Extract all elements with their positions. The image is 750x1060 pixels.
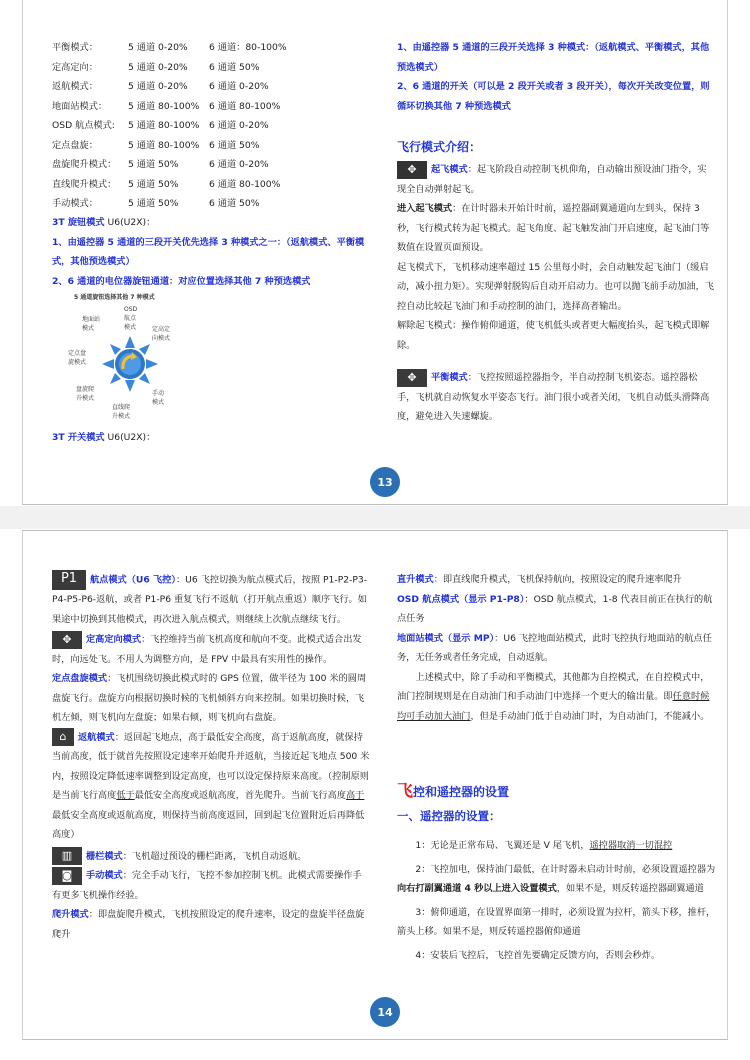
rc-settings: 1：无论是正常布局、飞翼还是 V 尾飞机，遥控器取消一切混控 2：飞控加电，保持油门最低，在计时器未启动计时前，必须设置遥控器为向右打副翼通道 4 秒以上进入设置模式，如果不是，则反转遥控器副翼通道 3：俯仰通道，在设置界面第一排时，必须设置为拉杆，箭头下移，推杆，箭头上移。如果不是，则反转遥控器俯仰通道 4：安装后飞控后，飞控首先要确定反馈方向，否则会秒炸。 xyxy=(397,840,716,961)
page-number-14: 14 xyxy=(370,997,400,1027)
takeoff-section: ✥ 起飞模式：起飞阶段自动控制飞机仰角，自动输出预设油门指令，实现全自动弹射起飞。 进入起飞模式：在计时器未开始计时前，遥控器副翼通道向左到头，保持 3 秒，飞行模式转为起飞模式。起飞角度、起飞触发油门开启速度，起飞油门等数值在设置页面预设。 起飞模式下，飞机移动速率超过 15 公里每小时，会自动触发起飞油门（缓启动，减小扭力矩）。实现弹射脱钩后自动开启动力。也可以抛飞前手动加油，飞控自动比较起飞油门和手动控制的油门，选择高者输出。 解除起飞模式：操作俯仰通道，使飞机低头或者更大幅度抬头，起飞模式即解除。 xyxy=(397,162,714,351)
mode-name: 返航模式： xyxy=(52,81,98,92)
mode-ch5: 5 通道 80-100% xyxy=(128,139,200,151)
knob-sun-icon xyxy=(102,336,158,392)
mode-name: OSD 航点模式: xyxy=(52,120,115,131)
mode-ch6: 6 通道 50% xyxy=(209,198,260,209)
mode-ch5: 5 通道 50% xyxy=(128,159,179,170)
balance-section: ✥ 平衡模式：飞控按照遥控器指令，半自动控制飞机姿态。遥控器松手，飞机就自动恢复水平姿态飞行。油门很小或者关闭，飞机自动低头滑降高度，避免进入失速螺旋。 xyxy=(397,370,710,422)
mode-row xyxy=(52,175,370,195)
fence-icon: ▥ xyxy=(52,847,82,865)
knob-line-2: 2、6 通道的电位器旋钮通道：对应位置选择其他 7 种预选模式 xyxy=(52,275,311,287)
takeoff-icon: ✥ xyxy=(397,161,427,179)
mode-row xyxy=(52,194,370,214)
switch-rules xyxy=(397,38,715,116)
mode-ch6: 6 通道 0-20% xyxy=(209,159,269,170)
mode-name: 平衡模式： xyxy=(52,42,98,53)
mode-name: 定点盘旋： xyxy=(52,139,98,151)
diagram-line: 直线爬 升模式 xyxy=(112,404,131,420)
mode-row xyxy=(52,38,370,58)
balance-icon: ✥ xyxy=(397,369,427,387)
knob-mode-section: 3T 旋钮模式 U6(U2X)： 1、由遥控器 5 通道的三段开关优先选择 3 种模式之一：（返航模式、平衡模式，其他预选模式） 2、6 通道的电位器旋钮通道：对应位置选择其他 7 种预选模式 xyxy=(52,213,370,291)
mode-ch5: 5 通道 80-100% xyxy=(128,100,200,112)
mode-ch6: 6 通道：80-100% xyxy=(209,42,287,53)
mode-ch5: 5 通道 80-100% xyxy=(128,120,200,131)
mode-ch5: 5 通道 0-20% xyxy=(128,42,188,53)
mode-row xyxy=(52,116,370,136)
modes-left-column: P1 航点模式（U6 飞控）：U6 飞控切换为航点模式后，按照 P1-P2-P3-P4-P5-P6-返航，或者 P1-P6 重复飞行不返航（打开航点重返）顺序飞行。如果途中切换到其他模式，再次进入航点模式，则继续上次航点继续飞行。 ✥ 定高定向模式：飞控维持当前飞机高度和航向不变。此模式适合出发时，向远处飞。不用人为调整方向，是 FPV 中最具有实用性的操作。 定点盘旋模式：飞机围绕切换此模式时的 GPS 位置，做半径为 100 米的圆周盘旋飞行。盘旋方向根据切换时候的飞机倾斜方向来控制。如果切换时候，飞机左倾，则飞机向左盘旋；如果右倾，则飞机向右盘旋。 ⌂ 返航模式：返回起飞地点，高于最低安全高度，高于返航高度，就保持当前高度，低于就首先按照设定速率开始爬升并返航，当接近起飞地点 500 米内，按照设定降低速率调整到设定高度，也可以设定保持原来高度。（控制原则是当前飞行高度低于最低安全高度或返航高度，首先爬升。当前飞行高度高于最低安全高度或返航高度，则保持当前高度返回，回到起飞位置附近后再降低高度） ▥ 栅栏模式：飞机超过预设的栅栏距离，飞机自动返航。 ◙ 手动模式：完全手动飞行，飞控不参加控制飞机。此模式需要操作手有更多飞机操作经验。 爬升模式：即盘旋爬升模式，飞机按照设定的爬升速率，设定的盘旋半径盘旋爬升 xyxy=(52,571,370,940)
mode-row xyxy=(52,136,370,156)
mode-ch5: 5 通道 0-20% xyxy=(128,81,188,92)
setup-title: 飞控和遥控器的设置 xyxy=(397,781,510,800)
mode-ch5: 5 通道 0-20% xyxy=(128,61,188,73)
mode-ch6: 6 通道 50% xyxy=(209,61,260,73)
mode-channel-table xyxy=(52,38,370,214)
mode-name: 地面站模式： xyxy=(52,100,108,112)
mode-name: 手动模式： xyxy=(52,198,98,209)
knob-diagram: 5 通道旋钮选择其他 7 种模式 地面站 模式 OSD 航点 模式 定高定 向模式 定点盘 旋模式 盘旋爬 升模式 直线爬 升模式 手动 模式 xyxy=(52,292,198,428)
alt-hold-icon: ✥ xyxy=(52,631,82,649)
knob-line-1: 1、由遥控器 5 通道的三段开关优先选择 3 种模式之一：（返航模式、平衡模式，其他预选模式） xyxy=(52,236,365,267)
diagram-manual: 手动 模式 xyxy=(152,390,165,406)
diagram-climb: 盘旋爬 升模式 xyxy=(76,386,95,402)
mode-ch5: 5 通道 50% xyxy=(128,178,179,190)
page-gap xyxy=(0,506,750,529)
page-number-13: 13 xyxy=(370,467,400,497)
diagram-ground: 地面站 模式 xyxy=(82,316,101,332)
right-line-2: 2、6 通道的开关（可以是 2 段开关或者 3 段开关），每次开关改变位置，则循环切换其他 7 种预选模式 xyxy=(397,81,710,112)
mode-name: 盘旋爬升模式： xyxy=(52,159,117,170)
mode-name: 直线爬升模式： xyxy=(52,178,117,190)
mode-ch6: 6 通道 0-20% xyxy=(209,81,269,92)
mode-row xyxy=(52,155,370,175)
mode-ch6: 6 通道 0-20% xyxy=(209,120,269,131)
modes-right-column: 直升模式：即直线爬升模式，飞机保持航向，按照设定的爬升速率爬升 OSD 航点模式（显示 P1-P8）：OSD 航点模式，1-8 代表目前正在执行的航点任务 地面站模式（显示 MP）：U6 飞控地面站模式，此时飞控执行地面站的航点任务，无任务或者任务完成，自动返航。 上述模式中，除了手动和平衡模式，其他都为自控模式，在自控模式中，油门控制规则是在自动油门和手动油门中选择一个更大的输出量。即任意时候均可手动加大油门，但是手动油门低于自动油门时，为自动油门，不能减小。 xyxy=(397,574,713,722)
mode-name: 定高定向： xyxy=(52,61,98,73)
mode-row xyxy=(52,77,370,97)
mode-ch6: 6 通道 80-100% xyxy=(209,100,281,112)
manual-icon: ◙ xyxy=(52,867,82,885)
switch-mode-heading: 3T 开关模式 U6(U2X)： xyxy=(52,432,156,443)
mode-row xyxy=(52,97,370,117)
mode-ch5: 5 通道 50% xyxy=(128,198,179,209)
mode-row xyxy=(52,58,370,78)
diagram-hover: 定点盘 旋模式 xyxy=(68,350,87,366)
mode-ch6: 6 通道 80-100% xyxy=(209,178,281,190)
mode-ch6: 6 通道 50% xyxy=(209,139,260,151)
right-line-1: 1、由遥控器 5 通道的三段开关选择 3 种模式：（返航模式、平衡模式，其他预选模式） xyxy=(397,42,710,73)
rc-title: 一、遥控器的设置： xyxy=(397,809,501,823)
knob-title: 3T 旋钮模式 xyxy=(52,217,105,228)
diagram-alt: 定高定 向模式 xyxy=(152,326,171,342)
diagram-osd: OSD 航点 模式 xyxy=(124,306,138,331)
home-icon: ⌂ xyxy=(52,728,74,746)
p1-icon: P1 xyxy=(52,570,86,590)
intro-title: 飞行模式介绍： xyxy=(397,140,482,154)
